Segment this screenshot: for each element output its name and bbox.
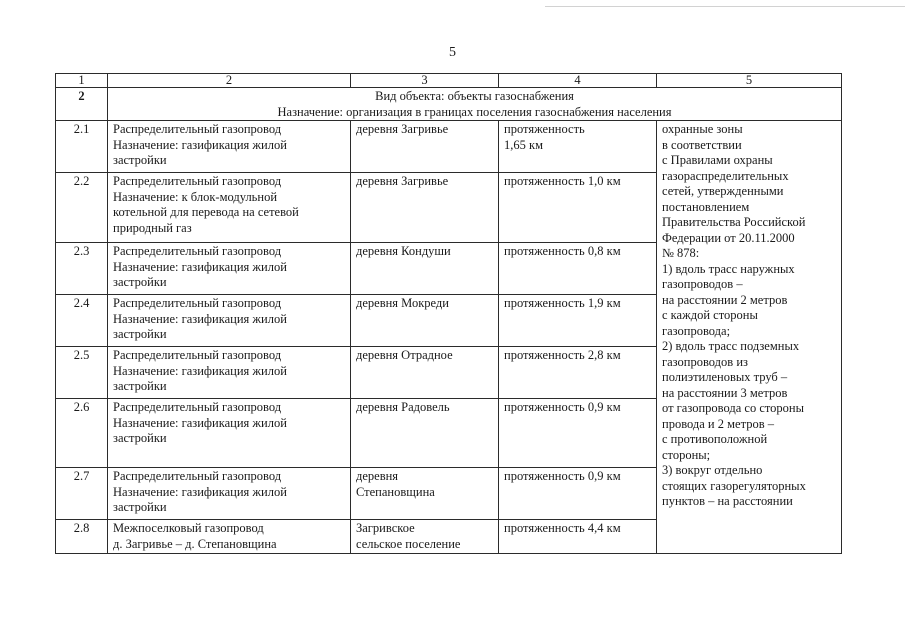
object-line: Назначение: газификация жилой: [113, 415, 287, 430]
section-row: [56, 88, 842, 121]
section-type-line: Вид объекта: объекты газоснабжения: [375, 89, 574, 103]
length-cell: [499, 347, 657, 399]
table-row: [56, 121, 842, 173]
protection-zone-line: полиэтиленовых труб –: [662, 370, 788, 384]
object-line: застройки: [113, 379, 167, 393]
object-line: застройки: [113, 275, 167, 289]
location-line: деревня Загривье: [356, 174, 449, 188]
object-cell: [108, 173, 351, 243]
object-cell: [108, 468, 351, 520]
column-number: 3: [351, 74, 499, 88]
length-cell: [499, 295, 657, 347]
object-line: Распределительный газопровод: [113, 400, 282, 414]
object-cell: [108, 121, 351, 173]
length-line: 1,65 км: [504, 137, 543, 152]
protection-zone-line: от газопровода со стороны: [662, 401, 804, 415]
object-line: д. Загривье – д. Степановщина: [113, 536, 277, 551]
protection-zone-line: Федерации от 20.11.2000: [662, 230, 795, 245]
protection-zone-line: с каждой стороны: [662, 308, 758, 322]
protection-zone-line: 3) вокруг отдельно: [662, 463, 763, 477]
location-cell: [351, 399, 499, 468]
location-line: Загривское: [356, 521, 415, 535]
protection-zone-line: газопроводов –: [662, 277, 743, 291]
location-cell: [351, 121, 499, 173]
protection-zone-line: 1) вдоль трасс наружных: [662, 261, 795, 276]
object-line: котельной для перевода на сетевой: [113, 205, 299, 219]
page-number: 5: [449, 45, 456, 60]
length-cell: [499, 173, 657, 243]
row-number: 2.6: [56, 399, 108, 468]
location-cell: [351, 347, 499, 399]
object-cell: [108, 295, 351, 347]
object-line: Распределительный газопровод: [113, 348, 282, 362]
protection-zone-line: на расстоянии 2 метров: [662, 292, 788, 307]
row-number: 2.5: [56, 347, 108, 399]
row-number: 2.4: [56, 295, 108, 347]
location-line: деревня Загривье: [356, 122, 449, 136]
object-line: Распределительный газопровод: [113, 244, 282, 258]
protection-zone-line: провода и 2 метров –: [662, 416, 774, 431]
row-number: 2.7: [56, 468, 108, 520]
location-line: сельское поселение: [356, 536, 461, 551]
object-line: Назначение: газификация жилой: [113, 484, 287, 499]
protection-zone-line: на расстоянии 3 метров: [662, 385, 788, 400]
object-line: Назначение: газификация жилой: [113, 259, 287, 274]
protection-zone-line: с противоположной: [662, 432, 768, 446]
protection-zone-line: газораспределительных: [662, 168, 789, 183]
protection-zone-line: № 878:: [662, 246, 700, 260]
row-number: 2.2: [56, 173, 108, 243]
section-number: 2: [56, 88, 108, 121]
protection-zone-line: в соответствии: [662, 137, 742, 152]
protection-zone-line: с Правилами охраны: [662, 153, 773, 167]
location-line: деревня Отрадное: [356, 348, 453, 362]
object-line: застройки: [113, 431, 167, 445]
object-line: Назначение: газификация жилой: [113, 311, 287, 326]
row-number: 2.3: [56, 243, 108, 295]
object-cell: [108, 520, 351, 554]
length-line: протяженность 0,9 км: [504, 469, 621, 483]
length-line: протяженность 2,8 км: [504, 348, 621, 362]
length-line: протяженность 1,9 км: [504, 296, 621, 310]
protection-zone-line: пунктов – на расстоянии: [662, 494, 793, 508]
object-line: застройки: [113, 153, 167, 167]
object-line: Распределительный газопровод: [113, 174, 282, 188]
object-line: Распределительный газопровод: [113, 469, 282, 483]
column-number: 4: [499, 74, 657, 88]
location-cell: [351, 520, 499, 554]
object-rows: [56, 121, 842, 554]
protection-zone-line: 2) вдоль трасс подземных: [662, 339, 800, 353]
length-cell: [499, 520, 657, 554]
protection-zone-line: стороны;: [662, 447, 711, 462]
location-cell: [351, 173, 499, 243]
length-line: протяженность 4,4 км: [504, 521, 621, 535]
object-line: Назначение: газификация жилой: [113, 137, 287, 152]
length-cell: [499, 243, 657, 295]
length-line: протяженность: [504, 122, 585, 136]
protection-zone-line: газопровода;: [662, 323, 731, 338]
object-line: Назначение: газификация жилой: [113, 363, 287, 378]
length-line: протяженность 0,9 км: [504, 400, 621, 414]
protection-zone-line: постановлением: [662, 199, 750, 214]
object-line: Межпоселковый газопровод: [113, 521, 264, 535]
length-cell: [499, 468, 657, 520]
protection-zone-line: сетей, утвержденными: [662, 184, 784, 198]
section-title: [108, 88, 842, 121]
location-line: деревня Радовель: [356, 400, 450, 414]
protection-zone-line: стоящих газорегуляторных: [662, 478, 806, 493]
location-cell: [351, 243, 499, 295]
location-cell: [351, 295, 499, 347]
top-edge-rule: [545, 6, 905, 7]
object-line: застройки: [113, 327, 167, 341]
location-line: деревня Кондуши: [356, 244, 451, 258]
object-line: Распределительный газопровод: [113, 296, 282, 310]
column-number: 1: [56, 74, 108, 88]
length-cell: [499, 399, 657, 468]
location-line: деревня Мокреди: [356, 296, 449, 310]
object-line: Назначение: к блок-модульной: [113, 189, 278, 204]
object-cell: [108, 399, 351, 468]
object-line: застройки: [113, 500, 167, 514]
gas-objects-table: [55, 73, 842, 554]
protection-zone-line: охранные зоны: [662, 122, 743, 136]
object-line: Распределительный газопровод: [113, 122, 282, 136]
column-number: 2: [108, 74, 351, 88]
row-number: 2.1: [56, 121, 108, 173]
object-cell: [108, 243, 351, 295]
row-number: 2.8: [56, 520, 108, 554]
section-purpose-line: Назначение: организация в границах поселения газоснабжения населения: [277, 104, 672, 119]
location-line: Степановщина: [356, 484, 435, 499]
object-line: природный газ: [113, 220, 192, 235]
protection-zone-line: Правительства Российской: [662, 215, 806, 229]
column-number: 5: [657, 74, 842, 88]
protection-zone-line: газопроводов из: [662, 354, 748, 369]
length-cell: [499, 121, 657, 173]
object-cell: [108, 347, 351, 399]
location-cell: [351, 468, 499, 520]
length-line: протяженность 0,8 км: [504, 244, 621, 258]
location-line: деревня: [356, 469, 399, 483]
column-number-row: [56, 74, 842, 88]
protection-zones-cell: [657, 121, 842, 554]
length-line: протяженность 1,0 км: [504, 174, 621, 188]
